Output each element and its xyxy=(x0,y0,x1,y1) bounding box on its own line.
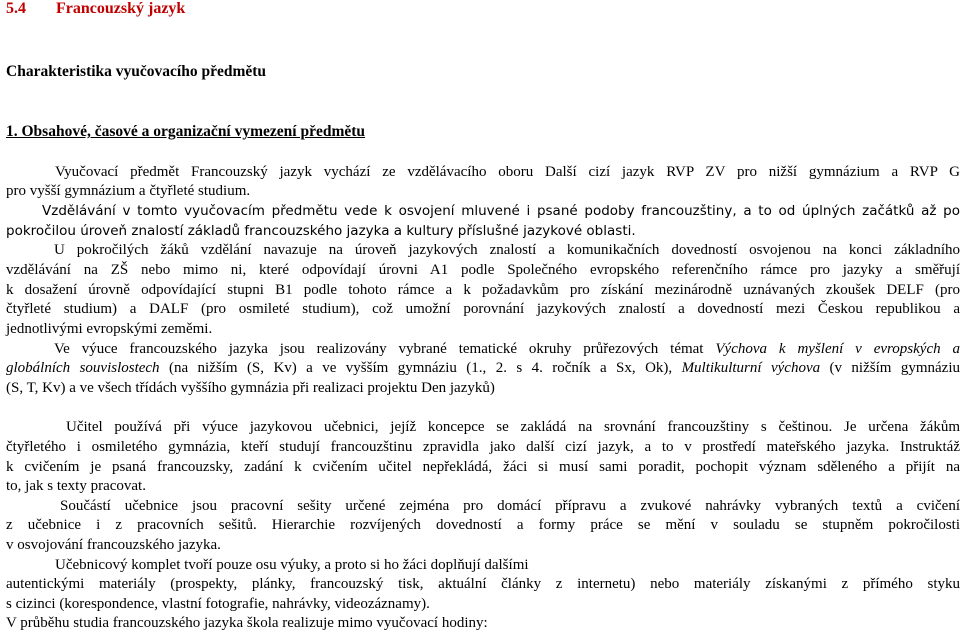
paragraph-line: (S, T, Kv) a ve všech třídách vyššího gymnázia při realizaci projektu Den jazyků) xyxy=(6,380,495,396)
paragraph-line: Učitel používá při výuce jazykovou učebnici, jejíž koncepce se zakládá na srovnání francouzštiny s češtinou. Je určena žákům xyxy=(66,419,960,435)
paragraph-line: to, jak s texty pracovat. xyxy=(6,478,146,494)
paragraph-line: Učebnicový komplet tvoří pouze osu výuky, a proto si ho žáci doplňují dalšími xyxy=(55,557,529,573)
part1-heading: 1. Obsahové, časové a organizační vymezení předmětu xyxy=(6,123,366,140)
paragraph-line: k cvičením je psaná francouzsky, zadání k cvičením učitel nepřekládá, žáci si musí sami poradit, pochopit význam sděleného a přijít na xyxy=(6,459,960,475)
section-number: 5.4 xyxy=(6,0,26,17)
paragraph-line xyxy=(6,359,960,377)
paragraph-line: U pokročilých žáků vzdělání navazuje na úroveň jazykových znalostí a komunikačních dovedností osvojenou na konci základního xyxy=(54,242,960,258)
paragraph-line: autentickými materiály (prospekty, plánky, francouzský tisk, aktuální články z internetu) nebo materiály získanými z přímého styku xyxy=(6,576,960,592)
paragraph-line: V průběhu studia francouzského jazyka škola realizuje mimo vyučovací hodiny: xyxy=(6,615,488,631)
paragraph-line: pokročilou úroveň znalostí základů francouzského jazyka a kultury příslušné jazykové oblasti. xyxy=(6,223,636,239)
paragraph-line: Součástí učebnice jsou pracovní sešity určené zejména pro domácí přípravu a zvukové nahrávky vybraných textů a cvičení xyxy=(60,498,960,514)
paragraph-line: Vzdělávání v tomto vyučovacím předmětu vede k osvojení mluvené i psané podoby francouzštiny, a to od úplných začátků až po xyxy=(42,203,960,219)
cross-curricular-theme: Výchova k myšlení v evropských a xyxy=(715,341,960,357)
paragraph-line: čtyřleté studium) a DALF (pro osmileté studium), což umožní porovnání jazykových znalostí a dovedností mezi Českou republikou a xyxy=(6,301,960,317)
paragraph-line: v osvojování francouzského jazyka. xyxy=(6,537,221,553)
section-title: Francouzský jazyk xyxy=(56,0,186,17)
text-span: (v nižším gymnáziu xyxy=(820,360,960,376)
paragraph-line: Vyučovací předmět Francouzský jazyk vychází ze vzdělávacího oboru Další cizí jazyk RVP ZV pro nižší gymnázium a RVP G xyxy=(55,164,960,180)
cross-curricular-theme: Multikulturní výchova xyxy=(681,360,821,376)
subtitle: Charakteristika vyučovacího předmětu xyxy=(6,63,267,80)
paragraph-line: k dosažení úrovně odpovídající stupni B1 podle tohoto rámce a k požadavkům pro získání mezinárodně uznávaných zkoušek DELF (pro xyxy=(6,282,960,298)
text-span: Ve výuce francouzského jazyka jsou realizovány vybrané tematické okruhy průřezových témat xyxy=(54,341,716,357)
cross-curricular-theme: globálních souvislostech xyxy=(6,360,160,376)
paragraph-line: čtyřletého i osmiletého gymnázia, kteří studují francouzštinu zpravidla jako další cizí jazyk, a to v prostředí mateřského jazyka. Instruktáž xyxy=(6,439,960,455)
paragraph-line: z učebnice i z pracovních sešitů. Hierarchie rozvíjených dovedností a formy práce se mění v souladu se stupněm pokročilosti xyxy=(6,517,960,533)
text-span: (na nižším (S, Kv) a ve vyšším gymnáziu (1., 2. s 4. ročník a Sx, Ok), xyxy=(159,360,682,376)
section-heading xyxy=(6,0,185,18)
paragraph-line: pro vyšší gymnázium a čtyřleté studium. xyxy=(6,183,251,199)
paragraph-line: vzdělávání na ZŠ nebo mimo ni, které odpovídají úrovni A1 podle Společného evropského referenčního rámce pro jazyky a směřují xyxy=(6,262,960,278)
paragraph-line xyxy=(6,340,960,358)
paragraph-line: s cizinci (korespondence, vlastní fotografie, nahrávky, videozáznamy). xyxy=(6,596,430,612)
paragraph-line: jednotlivými evropskými zeměmi. xyxy=(6,321,213,337)
